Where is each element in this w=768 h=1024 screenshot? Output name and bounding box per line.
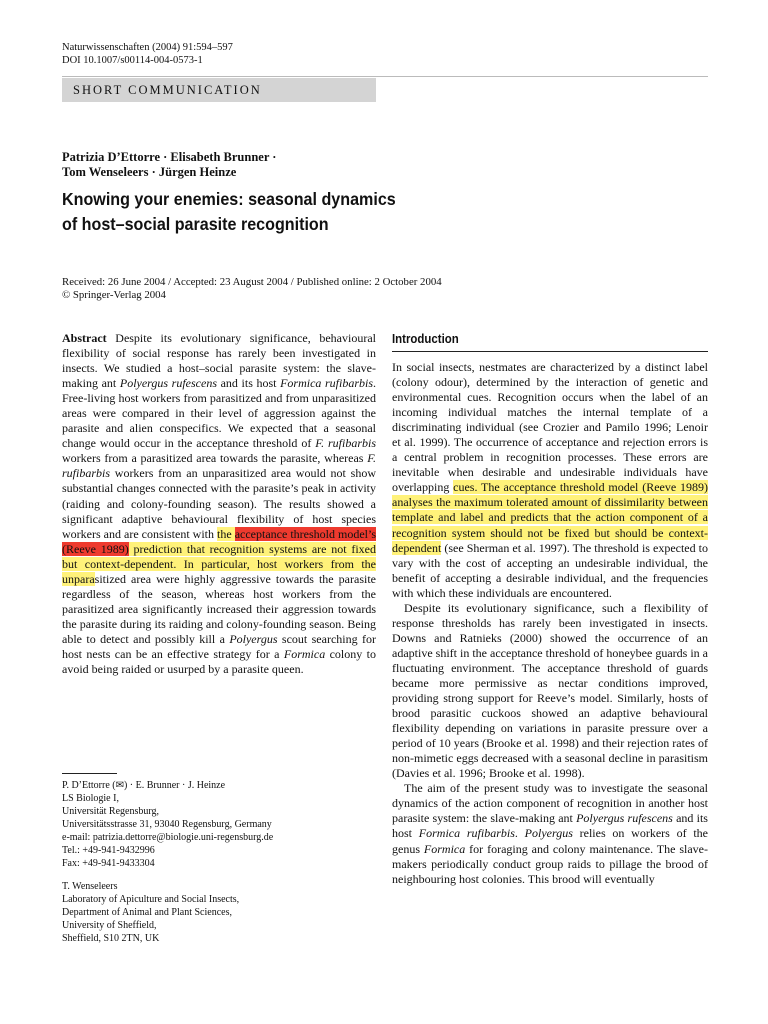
affiliation-line: Laboratory of Apiculture and Social Insects,: [62, 894, 240, 905]
intro-text: The aim of the present study was to investigate the seasonal dynamics of the action component of recognition in another host parasite system: the slave-making ant: [392, 781, 708, 826]
species-name: Polyergus rufescens: [576, 811, 673, 826]
yellow-highlight: the: [217, 526, 235, 541]
author-line-2: Tom Wenseleers · Jürgen Heinze: [62, 165, 237, 179]
species-name: Formica rufibarbis: [280, 376, 373, 391]
doi-line: DOI 10.1007/s00114-004-0573-1: [62, 55, 203, 66]
header-rule: [62, 76, 708, 77]
article-title: [62, 187, 448, 237]
abstract-text: scout searching for host nests can be an effective strategy for a: [62, 631, 376, 661]
affiliation-line: Universität Regensburg,: [62, 806, 160, 817]
abstract-text: . Free-living host workers from parasitized and from unparasitized areas were compared in their level of aggression against the parasite and alien conspecifics. We expected that a seasonal change would occur in the acceptance threshold of: [62, 376, 376, 451]
copyright-line: © Springer-Verlag 2004: [62, 289, 166, 301]
yellow-highlight: prediction that recognition systems are not fixed but context-dependent. In particular, host workers from the unpara: [62, 541, 376, 586]
author-list: [62, 150, 276, 180]
dates-line: Received: 26 June 2004 / Accepted: 23 August 2004 / Published online: 2 October 2004: [62, 276, 442, 288]
abstract-text: and its host: [217, 376, 281, 391]
intro-text: relies on workers of the genus: [392, 826, 708, 856]
affiliation-authors: T. Wenseleers: [62, 881, 118, 892]
affiliation-address: Universitätsstrasse 31, 93040 Regensburg, Germany: [62, 819, 272, 830]
abstract-label: Abstract: [62, 331, 107, 345]
affiliation-address: Sheffield, S10 2TN, UK: [62, 933, 160, 944]
red-highlight: acceptance threshold model’s (Reeve 1989): [62, 526, 376, 556]
affiliation-authors: P. D’Ettorre (✉) · E. Brunner · J. Heinze: [62, 780, 226, 791]
introduction-rule: [392, 351, 708, 352]
intro-text: .: [514, 826, 525, 841]
footnote-rule: [62, 773, 117, 774]
species-name: F. rufibarbis: [315, 436, 376, 451]
affiliation-line: LS Biologie I,: [62, 793, 119, 804]
author-line-1: Patrizia D’Ettorre · Elisabeth Brunner ·: [62, 150, 277, 164]
title-line-1: Knowing your enemies: seasonal dynamics: [62, 189, 396, 209]
species-name: Polyergus rufescens: [119, 376, 217, 391]
genus-name: Polyergus: [229, 631, 278, 646]
species-name: Formica rufibarbis: [418, 826, 515, 841]
affiliation-line: University of Sheffield,: [62, 920, 157, 931]
journal-citation: [62, 41, 233, 67]
intro-paragraph-3: [392, 781, 708, 886]
section-label: SHORT COMMUNICATION: [73, 83, 262, 97]
intro-text: (see Sherman et al. 1997). The threshold is expected to vary with the cost of accepting an undesirable individual, the benefit of accepting a desirable individual, and the frequencies with which these individuals are encountered.: [392, 540, 708, 600]
intro-paragraph-1: [392, 360, 708, 601]
abstract-text: workers from a parasitized area towards the parasite, whereas: [62, 451, 368, 466]
section-label-box: [62, 78, 376, 102]
title-line-2: of host–social parasite recognition: [62, 214, 329, 234]
intro-paragraph-2: Despite its evolutionary significance, such a flexibility of response thresholds has rarely been investigated in insects. Downs and Ratnieks (2000) showed the occurrence of an adaptive shift in the acceptance threshold of honeybee guards in a fluctuating environment. The acceptance threshold of guards became more permissive as nectar conditions improved, providing strong support for Reeve’s model. Similarly, hosts of brood parasitic cuckoos showed an adaptive behavioural flexibility depending on variations in parasite pressure over a period of 10 years (Brooke et al. 1998) and their rejection rates of non-mimetic eggs decreased with a seasonal decline in parasitism (Davies et al. 1996; Brooke et al. 1998).: [392, 600, 708, 781]
genus-name: Formica: [423, 841, 466, 856]
yellow-highlight: cues. The acceptance threshold model (Reeve 1989) analyses the maximum tolerated amount of dissimilarity between template and label and predicts that the action component of a recognition system should not be fixed but should be context-dependent: [392, 480, 708, 555]
affiliation-block-1: [62, 779, 273, 870]
affiliation-email: e-mail: patrizia.dettorre@biologie.uni-regensburg.de: [62, 832, 274, 843]
introduction-heading: Introduction: [392, 331, 459, 346]
abstract-paragraph: [62, 331, 376, 677]
abstract-text: workers from an unparasitized area would not show substantial changes connected with the parasite’s peak in activity (raiding and colony-founding season). The results showed a significant adaptive behavioural flexibility of host species workers and are consistent with: [62, 466, 376, 541]
abstract-text: Despite its evolutionary significance, behavioural flexibility of social response has rarely been investigated in insects. We studied a host–social parasite system: the slave-making ant: [62, 331, 376, 391]
genus-name: Formica: [283, 646, 326, 661]
affiliation-line: Department of Animal and Plant Sciences,: [62, 907, 232, 918]
intro-text: and its host: [392, 811, 708, 841]
affiliation-block-2: [62, 880, 239, 945]
intro-text: In social insects, nestmates are characterized by a distinct label (colony odour), determined by the interaction of genetic and environmental cues. Recognition occurs when the label of an incoming individual matches the internal template of a discriminating individual (see Crozier and Pamilo 1996; Lenoir et al. 1999). The occurrence of acceptance and rejection errors is a central problem in recognition processes. These errors are inevitable when desirable and undesirable individuals have overlapping: [392, 360, 708, 495]
abstract-text: sitized area were highly aggressive towards the parasite regardless of the season, whereas host workers from the parasitized area significantly increased their aggression towards the parasite during its raiding and colony-founding season. Being able to detect and possibly kill a: [62, 571, 376, 646]
journal-line: Naturwissenschaften (2004) 91:594–597: [62, 42, 233, 53]
affiliation-phone: Tel.: +49-941-9432996: [62, 845, 155, 856]
publication-dates: [62, 276, 442, 302]
intro-text: for foraging and colony maintenance. The slave-makers periodically conduct group raids to pillage the brood of neighbouring host colonies. This brood will eventually: [392, 841, 709, 886]
genus-name: Polyergus: [524, 826, 573, 841]
affiliation-fax: Fax: +49-941-9433304: [62, 858, 155, 869]
species-name: F. rufibarbis: [62, 451, 376, 481]
abstract-text: colony to avoid being raided or usurped by a parasite queen.: [62, 646, 376, 677]
introduction-body: [392, 360, 708, 887]
